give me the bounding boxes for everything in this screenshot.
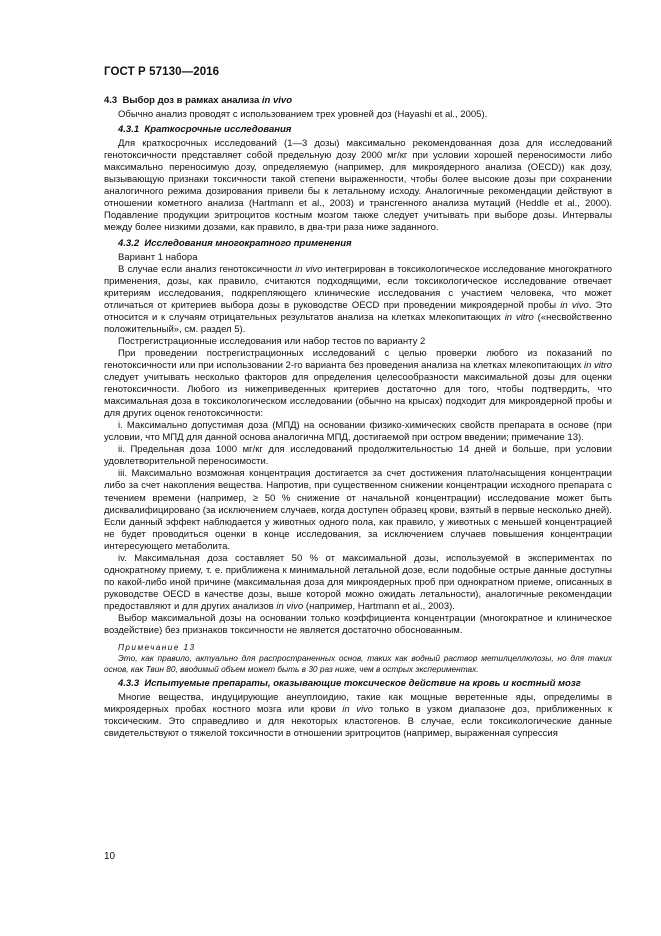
paragraph-max-dose-selection: Выбор максимальной дозы на основании только коэффициента концентрации (многократное и клиническое воздействие) без признаков токсичности не является достаточно обоснованным. [104,612,612,637]
document-header: ГОСТ Р 57130—2016 [104,66,220,78]
paragraph-blood-toxicity: Многие вещества, индуцирующие анеуплоидию, такие как мощные веретенные яды, определимы в микроядерных пробах костного мозга или крови in vivo только в узком диапазоне доз, приближенных к токсическим. Это справедливо и для некоторых кластогенов. В случае, если токсикологические данные свидетельствуют о тяжелой токсичности в отношении эритроцитов (например, выраженная супрессия [104,692,613,740]
section-intro: Обычно анализ проводят с использованием трех уровней доз (Hayashi et al., 2005). [118,109,488,121]
subsection-heading-4-3-2: 4.3.2 Исследования многократного применения [118,237,352,249]
criterion-iv: iv. Максимальная доза составляет 50 % от максимальной дозы, используемой в экспериментах по однократному приему, т. е. приближена к минимальной летальной дозе, если подобные острые данные доступны по какой-либо иной причине (максимальная доза для микроядерных проб при однократном приеме, описанных в руководстве OECD в качестве дозы, выше которой можно ожидать летальности), аналогичные рекомендации предоставляют и для других анализов in vivo (например, Hartmann et al., 2003). [104,552,612,612]
page-number: 10 [104,851,116,862]
subsection-heading-4-3-3: 4.3.3 Испытуемые препараты, оказывающие токсическое действие на кровь и костный мозг [118,678,581,690]
note-13-label: Примечание 13 [118,642,196,653]
paragraph-variant-1: В случае если анализ генотоксичности in vivo интегрирован в токсикологическое исследование многократного применения, дозы, как правило, считаются подходящими, если токсикологическое исследование отвечает критериям исследования, подкрепляющего клинические исследования с участием человека, что может отличаться от критериев выбора дозы в руководстве OECD при проведении микроядерной пробы in vivo. Это относится и к случаям отрицательных результатов анализа на клетках млекопитающих in vitro («несвойственно положительный», см. раздел 5). [104,263,613,335]
criterion-ii: ii. Предельная доза 1000 мг/кг для исследований продолжительностью 14 дней и больше, при условии удовлетворительной переносимости. [104,444,612,468]
document-body [104,95,612,740]
variant-1-label: Вариант 1 набора [118,251,198,263]
criterion-iii: iii. Максимально возможная концентрация достигается за счет достижения плато/насыщения концентрации либо за счет накопления вещества. Напротив, при существенном снижении концентрации исходного препарата с течением времени (например, ≥ 50 % снижение от начальной концентрации) исследование может быть дисквалифицировано (за исключением случаев, когда доступен образец крови, взятый в первые несколько дней). Если данный эффект наблюдается у животных одного пола, как правило, у животных с меньшей концентрацией не будет проводиться оценки в конце исследования, за исключением случаев повышения концентрации интересующего метаболита. [104,468,612,552]
criterion-i: i. Максимально допустимая доза (МПД) на основании физико-химических свойств препарата в основе (при условии, что МПД для данной основа аналогична МПД, достигаемой при остром введении; примечание 13). [104,420,612,444]
subsection-heading-4-3-1: 4.3.1 Краткосрочные исследования [118,124,292,136]
paragraph-short-term: Для краткосрочных исследований (1—3 дозы) максимально рекомендованная доза для исследований генотоксичности представляет собой предельную дозу 2000 мг/кг при условии хорошей переносимости либо максимально переносимую дозу, определяемую (например, для микроядерного анализа (OECD)) как дозу, вызывающую признаки токсичности такой степени выраженности, чтобы более высокие дозы при сохранении аналогичного режима дозирования привели бы к летальному исходу. Аналогичные рекомендации действуют в отношении кометного анализа (Hartmann et al., 2003) и трансгенного анализа мутаций (Heddle et al., 2000). Подавление продукции эритроцитов костным мозгом также следует учитывать при выборе дозы. Интервалы между более низкими дозами, как правило, в два-три раза ниже заданного. [104,138,612,234]
paragraph-postregistration: При проведении пострегистрационных исследований с целью проверки любого из показаний по генотоксичности или при использовании 2-го варианта без проведения анализа на клетках млекопитающих in vitro следует учитывать несколько факторов для определения целесообразности максимальной дозы для оценки генотоксичности. Любого из нижеприведенных критериев достаточно для того, чтобы подтвердить, что максимальная доза в токсикологическом исследовании (обычно на крысах) подходит для микроядерной пробы и для других оценок генотоксичности: [104,347,612,420]
postregistration-label: Пострегистрационные исследования или набор тестов по варианту 2 [118,335,426,347]
section-heading-4-3: 4.3 Выбор доз в рамках анализа in vivo [104,95,293,106]
note-13-text: Это, как правило, актуально для распространенных основ, таких как водный раствор метилцеллюлозы, но для таких основ, как Твин 80, вводимый объем может быть в 30 раз ниже, чем в острых экспериментах. [104,653,612,675]
